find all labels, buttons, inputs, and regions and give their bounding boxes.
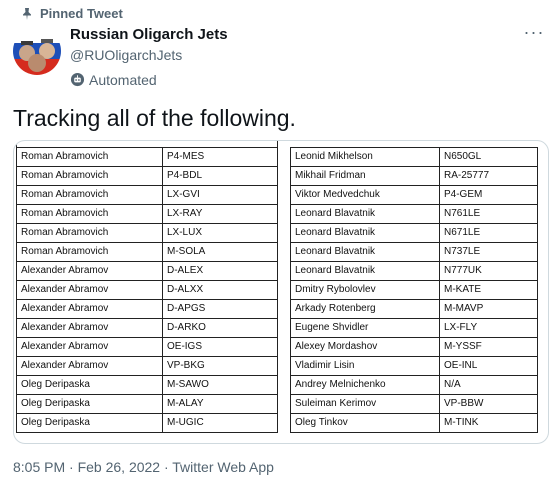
table-row xyxy=(291,414,538,433)
owner-name-cell: Oleg Deripaska xyxy=(17,395,163,414)
registration-cell: LX-RAY xyxy=(163,205,278,224)
owner-name-cell: Roman Abramovich xyxy=(17,205,163,224)
table-row xyxy=(17,224,278,243)
avatar[interactable] xyxy=(13,27,61,75)
table-row xyxy=(17,262,278,281)
registration-cell: D-ARKO xyxy=(163,319,278,338)
registration-cell: M-ALAY xyxy=(163,395,278,414)
table-row xyxy=(291,338,538,357)
owner-name-cell: Leonard Blavatnik xyxy=(291,243,440,262)
table-row xyxy=(17,319,278,338)
registration-cell: M-MAVP xyxy=(440,300,538,319)
table-row xyxy=(291,243,538,262)
registration-cell: D-ALXX xyxy=(163,281,278,300)
registration-cell: P4-BDL xyxy=(163,167,278,186)
owner-name-cell: Vladimir Lisin xyxy=(291,357,440,376)
owner-name-cell: Oleg Deripaska xyxy=(17,414,163,433)
owner-name-cell: Alexey Mordashov xyxy=(291,338,440,357)
automated-label-row xyxy=(70,72,228,87)
tweet-timestamp[interactable]: 8:05 PM · Feb 26, 2022 · Twitter Web App xyxy=(13,459,274,475)
more-icon[interactable]: ··· xyxy=(523,21,545,42)
pin-icon xyxy=(20,7,34,21)
owner-name-cell: Oleg Deripaska xyxy=(17,376,163,395)
registration-cell: VP-BKG xyxy=(163,357,278,376)
table-row xyxy=(291,167,538,186)
table-row xyxy=(291,395,538,414)
table-row xyxy=(291,205,538,224)
automated-text: Automated xyxy=(89,71,157,88)
registration-cell: N761LE xyxy=(440,205,538,224)
display-name[interactable]: Russian Oligarch Jets xyxy=(70,26,228,43)
registration-cell: M-YSSF xyxy=(440,338,538,357)
owner-name-cell: Roman Abramovich xyxy=(17,148,163,167)
handle[interactable]: @RUOligarchJets xyxy=(70,47,183,63)
registration-cell: VP-BBW xyxy=(440,395,538,414)
owner-name-cell: Alexander Abramov xyxy=(17,262,163,281)
owner-name-cell: Mikhail Fridman xyxy=(291,167,440,186)
table-row xyxy=(291,357,538,376)
table-row xyxy=(17,376,278,395)
table-right xyxy=(290,147,538,433)
registration-cell: P4-GEM xyxy=(440,186,538,205)
tweet-image[interactable] xyxy=(13,140,549,444)
owner-name-cell: Alexander Abramov xyxy=(17,300,163,319)
table-row xyxy=(17,357,278,376)
registration-cell: M-TINK xyxy=(440,414,538,433)
owner-name-cell: Viktor Medvedchuk xyxy=(291,186,440,205)
owner-name-cell: Andrey Melnichenko xyxy=(291,376,440,395)
registration-cell: D-ALEX xyxy=(163,262,278,281)
owner-name-cell: Leonard Blavatnik xyxy=(291,224,440,243)
table-left xyxy=(16,147,278,433)
table-row xyxy=(291,376,538,395)
owner-name-cell: Roman Abramovich xyxy=(17,186,163,205)
table-row xyxy=(17,395,278,414)
registration-cell: N650GL xyxy=(440,148,538,167)
owner-name-cell: Eugene Shvidler xyxy=(291,319,440,338)
table-row xyxy=(291,319,538,338)
registration-cell: LX-FLY xyxy=(440,319,538,338)
table-row xyxy=(291,186,538,205)
owner-name-cell: Roman Abramovich xyxy=(17,167,163,186)
owner-name-cell: Arkady Rotenberg xyxy=(291,300,440,319)
tweet-text: Tracking all of the following. xyxy=(13,105,296,131)
registration-cell: LX-LUX xyxy=(163,224,278,243)
robot-icon xyxy=(70,72,85,87)
owner-name-cell: Leonid Mikhelson xyxy=(291,148,440,167)
table-row xyxy=(17,167,278,186)
registration-cell: OE-INL xyxy=(440,357,538,376)
pinned-tweet-text: Pinned Tweet xyxy=(40,6,123,21)
table-row xyxy=(291,281,538,300)
registration-cell: OE-IGS xyxy=(163,338,278,357)
table-row xyxy=(17,414,278,433)
registration-cell: P4-MES xyxy=(163,148,278,167)
owner-name-cell: Oleg Tinkov xyxy=(291,414,440,433)
table-row xyxy=(291,262,538,281)
owner-name-cell: Alexander Abramov xyxy=(17,338,163,357)
registration-cell: M-SAWO xyxy=(163,376,278,395)
table-row xyxy=(17,148,278,167)
table-row xyxy=(291,148,538,167)
pinned-tweet-label-row xyxy=(20,6,123,21)
owner-name-cell: Roman Abramovich xyxy=(17,243,163,262)
table-row xyxy=(291,300,538,319)
owner-name-cell: Alexander Abramov xyxy=(17,281,163,300)
owner-name-cell: Alexander Abramov xyxy=(17,357,163,376)
registration-cell: RA-25777 xyxy=(440,167,538,186)
registration-cell: D-APGS xyxy=(163,300,278,319)
owner-name-cell: Suleiman Kerimov xyxy=(291,395,440,414)
owner-name-cell: Roman Abramovich xyxy=(17,224,163,243)
table-row xyxy=(17,243,278,262)
owner-name-cell: Leonard Blavatnik xyxy=(291,205,440,224)
table-row xyxy=(291,224,538,243)
registration-cell: N/A xyxy=(440,376,538,395)
registration-cell: N737LE xyxy=(440,243,538,262)
table-row xyxy=(17,338,278,357)
owner-name-cell: Alexander Abramov xyxy=(17,319,163,338)
tweet-author-header xyxy=(70,27,228,87)
registration-cell: N671LE xyxy=(440,224,538,243)
table-row xyxy=(17,205,278,224)
owner-name-cell: Dmitry Rybolovlev xyxy=(291,281,440,300)
registration-cell: LX-GVI xyxy=(163,186,278,205)
registration-cell: M-UGIC xyxy=(163,414,278,433)
registration-cell: N777UK xyxy=(440,262,538,281)
table-row xyxy=(17,186,278,205)
table-row xyxy=(17,300,278,319)
table-row xyxy=(17,281,278,300)
owner-name-cell: Leonard Blavatnik xyxy=(291,262,440,281)
registration-cell: M-SOLA xyxy=(163,243,278,262)
registration-cell: M-KATE xyxy=(440,281,538,300)
